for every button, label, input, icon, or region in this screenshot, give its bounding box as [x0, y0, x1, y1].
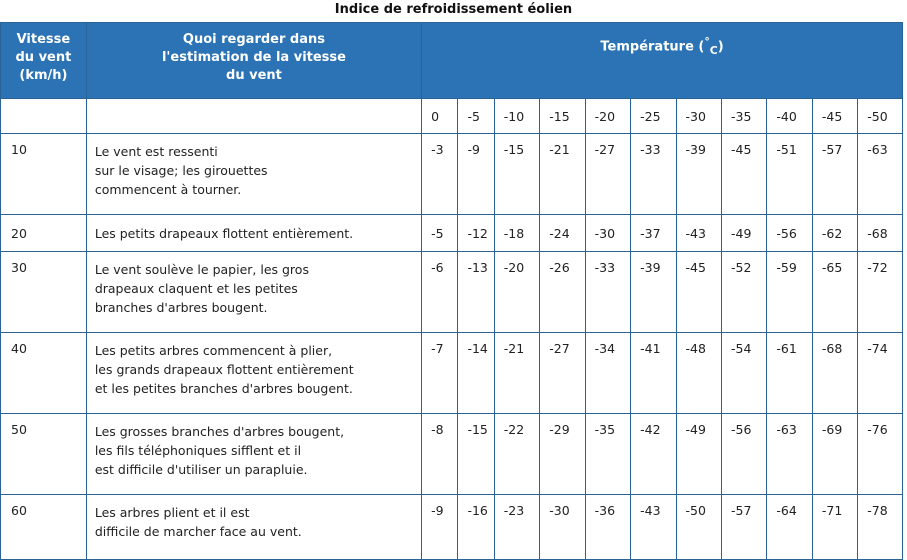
wind-chill-value: -62 — [812, 215, 857, 252]
wind-chill-value: -42 — [631, 414, 676, 495]
wind-chill-value: -36 — [585, 495, 630, 560]
description-line: difficile de marcher face au vent. — [94, 524, 302, 539]
temperature-cell: -5 — [458, 99, 494, 134]
temperature-cell: -25 — [631, 99, 676, 134]
wind-chill-value: -48 — [676, 333, 721, 414]
wind-chill-value: -56 — [767, 215, 812, 252]
wind-chill-value: -9 — [422, 495, 458, 560]
wind-chill-value: -21 — [540, 134, 585, 215]
wind-chill-value: -51 — [767, 134, 812, 215]
table-row — [1, 333, 903, 414]
wind-chill-value: -76 — [858, 414, 903, 495]
wind-chill-value: -8 — [422, 414, 458, 495]
wind-chill-value: -54 — [721, 333, 766, 414]
description-line: sur le visage; les girouettes — [94, 163, 268, 178]
wind-chill-value: -64 — [767, 495, 812, 560]
wind-chill-value: -78 — [858, 495, 903, 560]
wind-chill-value: -30 — [540, 495, 585, 560]
wind-chill-value: -33 — [585, 252, 630, 333]
temperature-cell: -20 — [585, 99, 630, 134]
wind-chill-table — [0, 22, 903, 560]
wind-chill-value: -26 — [540, 252, 585, 333]
description-line: drapeaux claquent et les petites — [94, 281, 298, 296]
wind-chill-value: -69 — [812, 414, 857, 495]
description-line: les grands drapeaux flottent entièrement — [94, 362, 354, 377]
description-line: commencent à tourner. — [94, 182, 242, 197]
header-wind-speed: Vitesse du vent (km/h) — [1, 23, 87, 99]
wind-chill-value: -15 — [494, 134, 539, 215]
wind-chill-value: -34 — [585, 333, 630, 414]
table-row — [1, 414, 903, 495]
wind-chill-value: -35 — [585, 414, 630, 495]
wind-chill-value: -39 — [676, 134, 721, 215]
temperature-cell: 0 — [422, 99, 458, 134]
wind-chill-value: -71 — [812, 495, 857, 560]
description-cell — [86, 414, 421, 495]
wind-chill-value: -24 — [540, 215, 585, 252]
wind-chill-value: -59 — [767, 252, 812, 333]
description-cell — [86, 215, 421, 252]
wind-speed-cell: 60 — [1, 495, 87, 560]
wind-speed-cell: 10 — [1, 134, 87, 215]
wind-chill-value: -63 — [767, 414, 812, 495]
description-line: Les petits arbres commencent à plier, — [94, 343, 333, 358]
description-line: Le vent soulève le papier, les gros — [94, 262, 309, 277]
wind-chill-value: -57 — [812, 134, 857, 215]
wind-chill-value: -37 — [631, 215, 676, 252]
wind-chill-value: -29 — [540, 414, 585, 495]
temperature-cell: -35 — [721, 99, 766, 134]
wind-chill-value: -68 — [858, 215, 903, 252]
wind-chill-value: -30 — [585, 215, 630, 252]
wind-chill-value: -6 — [422, 252, 458, 333]
wind-chill-value: -27 — [540, 333, 585, 414]
wind-chill-value: -61 — [767, 333, 812, 414]
wind-chill-value: -50 — [676, 495, 721, 560]
wind-chill-value: -13 — [458, 252, 494, 333]
wind-chill-value: -12 — [458, 215, 494, 252]
wind-chill-value: -27 — [585, 134, 630, 215]
wind-chill-value: -41 — [631, 333, 676, 414]
wind-chill-value: -72 — [858, 252, 903, 333]
wind-chill-value: -22 — [494, 414, 539, 495]
empty-cell — [1, 99, 87, 134]
temperature-cell: -10 — [494, 99, 539, 134]
empty-cell — [86, 99, 421, 134]
wind-chill-value: -14 — [458, 333, 494, 414]
header-temperature: Température $(^\circ_C)$ — [422, 23, 903, 99]
wind-chill-value: -23 — [494, 495, 539, 560]
description-line: Les petits drapeaux flottent entièrement. — [94, 225, 354, 241]
wind-speed-cell: 20 — [1, 215, 87, 252]
wind-chill-value: -20 — [494, 252, 539, 333]
temperature-cell: -40 — [767, 99, 812, 134]
wind-chill-value: -7 — [422, 333, 458, 414]
description-cell — [86, 134, 421, 215]
description-line: Les arbres plient et il est — [94, 505, 250, 520]
wind-chill-value: -49 — [721, 215, 766, 252]
wind-chill-value: -57 — [721, 495, 766, 560]
wind-chill-value: -39 — [631, 252, 676, 333]
wind-chill-value: -43 — [676, 215, 721, 252]
wind-chill-value: -16 — [458, 495, 494, 560]
wind-chill-value: -45 — [676, 252, 721, 333]
table-row — [1, 495, 903, 560]
wind-chill-value: -33 — [631, 134, 676, 215]
wind-chill-value: -65 — [812, 252, 857, 333]
wind-chill-value: -45 — [721, 134, 766, 215]
wind-chill-value: -74 — [858, 333, 903, 414]
temperature-cell: -15 — [540, 99, 585, 134]
temperature-cell: -30 — [676, 99, 721, 134]
wind-chill-value: -18 — [494, 215, 539, 252]
wind-chill-value: -21 — [494, 333, 539, 414]
description-cell — [86, 252, 421, 333]
wind-chill-value: -49 — [676, 414, 721, 495]
table-row — [1, 134, 903, 215]
description-cell — [86, 333, 421, 414]
temperature-cell: -50 — [858, 99, 903, 134]
wind-chill-value: -52 — [721, 252, 766, 333]
wind-chill-value: -56 — [721, 414, 766, 495]
wind-chill-value: -68 — [812, 333, 857, 414]
wind-speed-cell: 30 — [1, 252, 87, 333]
description-cell — [86, 495, 421, 560]
table-caption: Indice de refroidissement éolien — [334, 2, 573, 17]
table-row — [1, 252, 903, 333]
temperature-cell: -45 — [812, 99, 857, 134]
description-line: les fils téléphoniques sifflent et il — [94, 443, 302, 458]
header-what-to-look: Quoi regarder dans l'estimation de la vitesse du vent — [86, 23, 421, 99]
description-line: Le vent est ressenti — [94, 144, 218, 159]
description-line: branches d'arbres bougent. — [94, 300, 268, 315]
wind-speed-cell: 50 — [1, 414, 87, 495]
wind-chill-value: -63 — [858, 134, 903, 215]
wind-chill-value: -43 — [631, 495, 676, 560]
wind-chill-value: -9 — [458, 134, 494, 215]
wind-chill-value: -3 — [422, 134, 458, 215]
temperature-row — [1, 99, 903, 134]
table-row — [1, 215, 903, 252]
description-line: Les grosses branches d'arbres bougent, — [94, 424, 345, 439]
description-line: et les petites branches d'arbres bougent. — [94, 381, 353, 396]
wind-chill-value: -15 — [458, 414, 494, 495]
wind-chill-value: -5 — [422, 215, 458, 252]
wind-speed-cell: 40 — [1, 333, 87, 414]
description-line: est difficile d'utiliser un parapluie. — [94, 462, 308, 477]
